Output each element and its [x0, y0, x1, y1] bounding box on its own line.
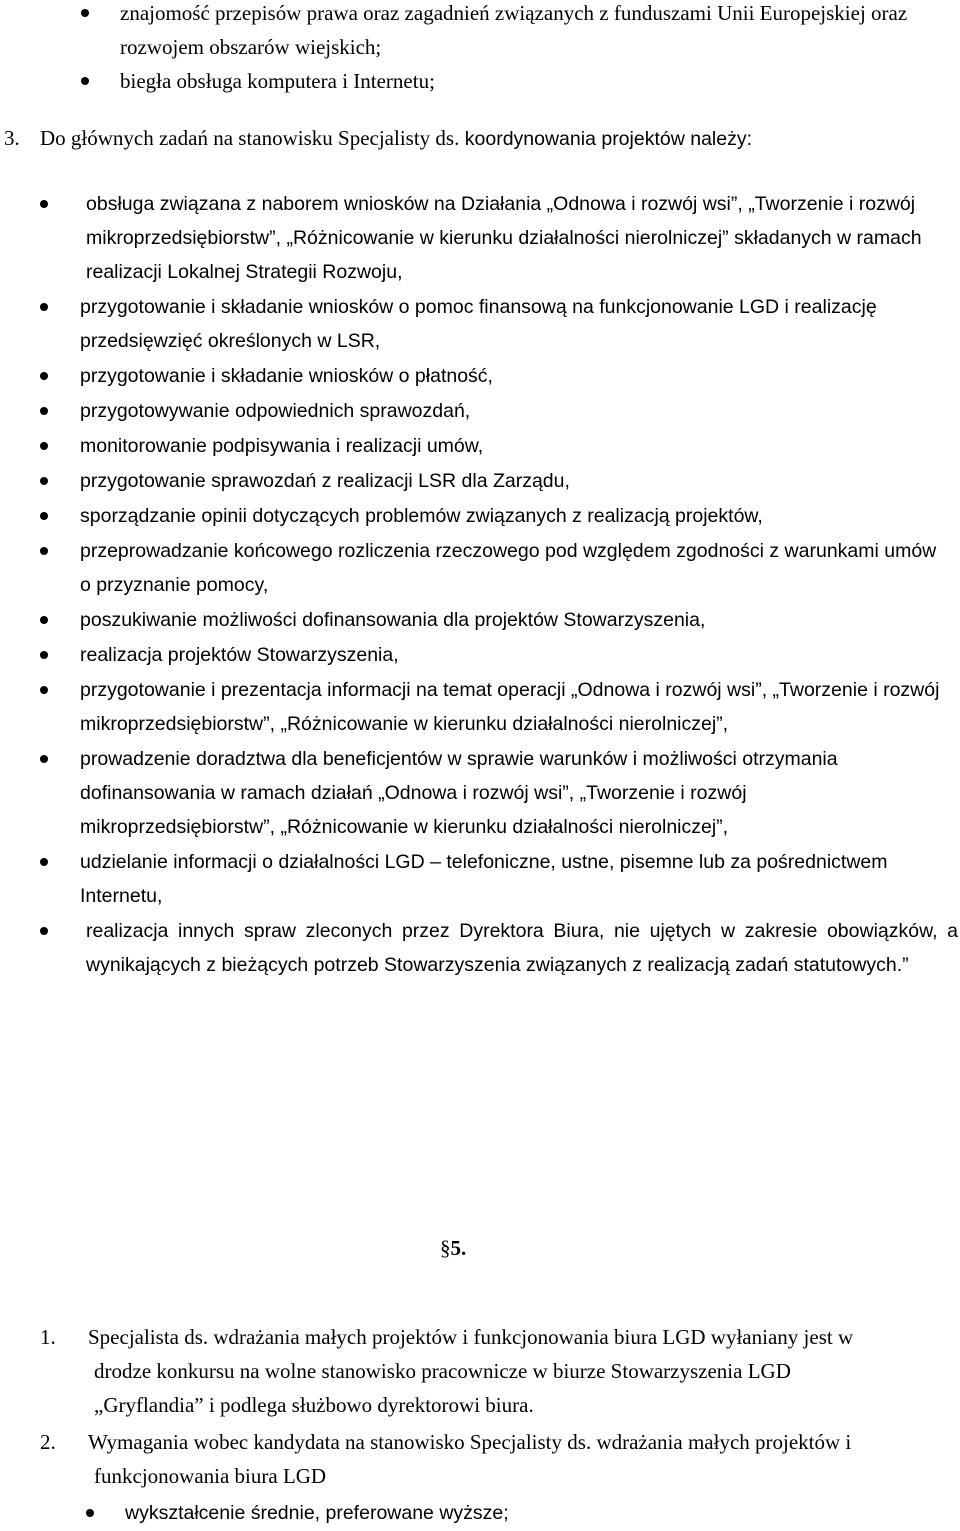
list-item — [0, 0, 960, 64]
list-item-text: znajomość przepisów prawa oraz zagadnień związanych z funduszami Unii Europejskiej oraz rozwojem obszarów wiejskich; — [120, 1, 908, 59]
task-item — [0, 845, 960, 913]
task-text: przeprowadzanie końcowego rozliczenia rzeczowego pod względem zgodności z warunkami umów o przyznanie pomocy, — [80, 540, 937, 596]
section-mark: § — [440, 1236, 451, 1260]
paragraph-number: 3. — [4, 126, 20, 150]
bullet-icon — [40, 927, 48, 935]
numbered-paragraph-2 — [0, 1425, 960, 1493]
paragraph-number: 1. — [40, 1325, 56, 1349]
numbered-paragraph-1 — [0, 1320, 960, 1422]
list-item-text: wykształcenie średnie, preferowane wyższe; — [125, 1502, 509, 1524]
task-text: przygotowanie sprawozdań z realizacji LSR dla Zarządu, — [80, 470, 570, 492]
task-item — [0, 638, 960, 672]
list-item-text: biegła obsługa komputera i Internetu; — [120, 69, 435, 93]
paragraph-text: Specjalista ds. wdrażania małych projektów i funkcjonowania biura LGD wyłaniany jest w drodze konkursu na wolne stanowisko pracownicze w biurze Stowarzyszenia LGD „Gryflandia” i podlega służbowo dyrektorowi biura. — [88, 1325, 854, 1417]
task-text: przygotowanie i prezentacja informacji na temat operacji „Odnowa i rozwój wsi”, „Tworzenie i rozwój mikroprzedsiębiorstw”, „Różnicowanie w kierunku działalności nierolniczej”, — [80, 679, 940, 735]
task-item — [0, 603, 960, 637]
section-heading — [440, 1231, 466, 1265]
task-item — [0, 464, 960, 498]
task-text: obsługa związana z naborem wniosków na Działania „Odnowa i rozwój wsi”, „Tworzenie i rozwój mikroprzedsiębiorstw”, „Różnicowanie w kierunku działalności nierolniczej” składanych w ramach realizacji Lokalnej Strategii Rozwoju, — [86, 193, 922, 283]
bullet-icon — [81, 9, 89, 17]
bullet-icon — [40, 442, 48, 450]
paragraph-number: 2. — [40, 1430, 56, 1454]
task-text: przygotowanie i składanie wniosków o pomoc finansową na funkcjonowanie LGD i realizację przedsięwzięć określonych w LSR, — [80, 296, 877, 352]
bullet-icon — [40, 858, 48, 866]
bullet-icon — [40, 512, 48, 520]
task-text: sporządzanie opinii dotyczących problemów związanych z realizacją projektów, — [80, 505, 763, 527]
task-text: poszukiwanie możliwości dofinansowania dla projektów Stowarzyszenia, — [80, 609, 706, 631]
bullet-icon — [40, 372, 48, 380]
list-item — [0, 1496, 960, 1530]
paragraph-text: Wymagania wobec kandydata na stanowisko Specjalisty ds. wdrażania małych projektów i funkcjonowania biura LGD — [88, 1430, 852, 1488]
tasks-list — [0, 187, 960, 983]
task-item — [0, 534, 960, 602]
task-item — [0, 290, 960, 358]
task-item — [0, 359, 960, 393]
bullet-icon — [40, 303, 48, 311]
task-text: przygotowanie i składanie wniosków o płatność, — [80, 365, 493, 387]
task-item — [0, 499, 960, 533]
task-item — [0, 914, 960, 982]
task-item — [0, 187, 960, 289]
paragraph-text-serif: Do głównych zadań na stanowisku Specjalisty ds. — [40, 126, 460, 150]
bullet-icon — [40, 616, 48, 624]
task-item — [0, 394, 960, 428]
bullet-icon — [40, 200, 48, 208]
bullet-icon — [86, 1509, 94, 1517]
bullet-icon — [40, 651, 48, 659]
bullet-icon — [40, 477, 48, 485]
bullet-icon — [40, 407, 48, 415]
task-text: realizacja projektów Stowarzyszenia, — [80, 644, 399, 666]
task-text: przygotowywanie odpowiednich sprawozdań, — [80, 400, 471, 422]
bullet-icon — [40, 755, 48, 763]
list-item — [0, 64, 960, 98]
section-number: 5. — [450, 1236, 467, 1260]
task-text: monitorowanie podpisywania i realizacji umów, — [80, 435, 484, 457]
requirements-list — [0, 1496, 960, 1530]
task-text: realizacja innych spraw zleconych przez Dyrektora Biura, nie ujętych w zakresie obowiązków, a wynikających z bieżących potrzeb Stowarzyszenia związanych z realizacją zadań statutowych.” — [86, 920, 958, 976]
bullet-icon — [40, 547, 48, 555]
paragraph-text — [40, 121, 752, 156]
task-text: udzielanie informacji o działalności LGD – telefoniczne, ustne, pisemne lub za pośrednictwem Internetu, — [80, 851, 888, 907]
paragraph-text-sans: koordynowania projektów należy: — [459, 128, 753, 150]
bullet-icon — [81, 77, 89, 85]
task-text: prowadzenie doradztwa dla beneficjentów w sprawie warunków i możliwości otrzymania dofinansowania w ramach działań „Odnowa i rozwój wsi”, „Tworzenie i rozwój mikroprzedsiębiorstw”, „Różnicowanie w kierunku działalności nierolniczej”, — [80, 748, 838, 838]
requirements-list-continued — [0, 0, 960, 98]
bullet-icon — [40, 686, 48, 694]
task-item — [0, 429, 960, 463]
task-item — [0, 673, 960, 741]
task-item — [0, 742, 960, 844]
